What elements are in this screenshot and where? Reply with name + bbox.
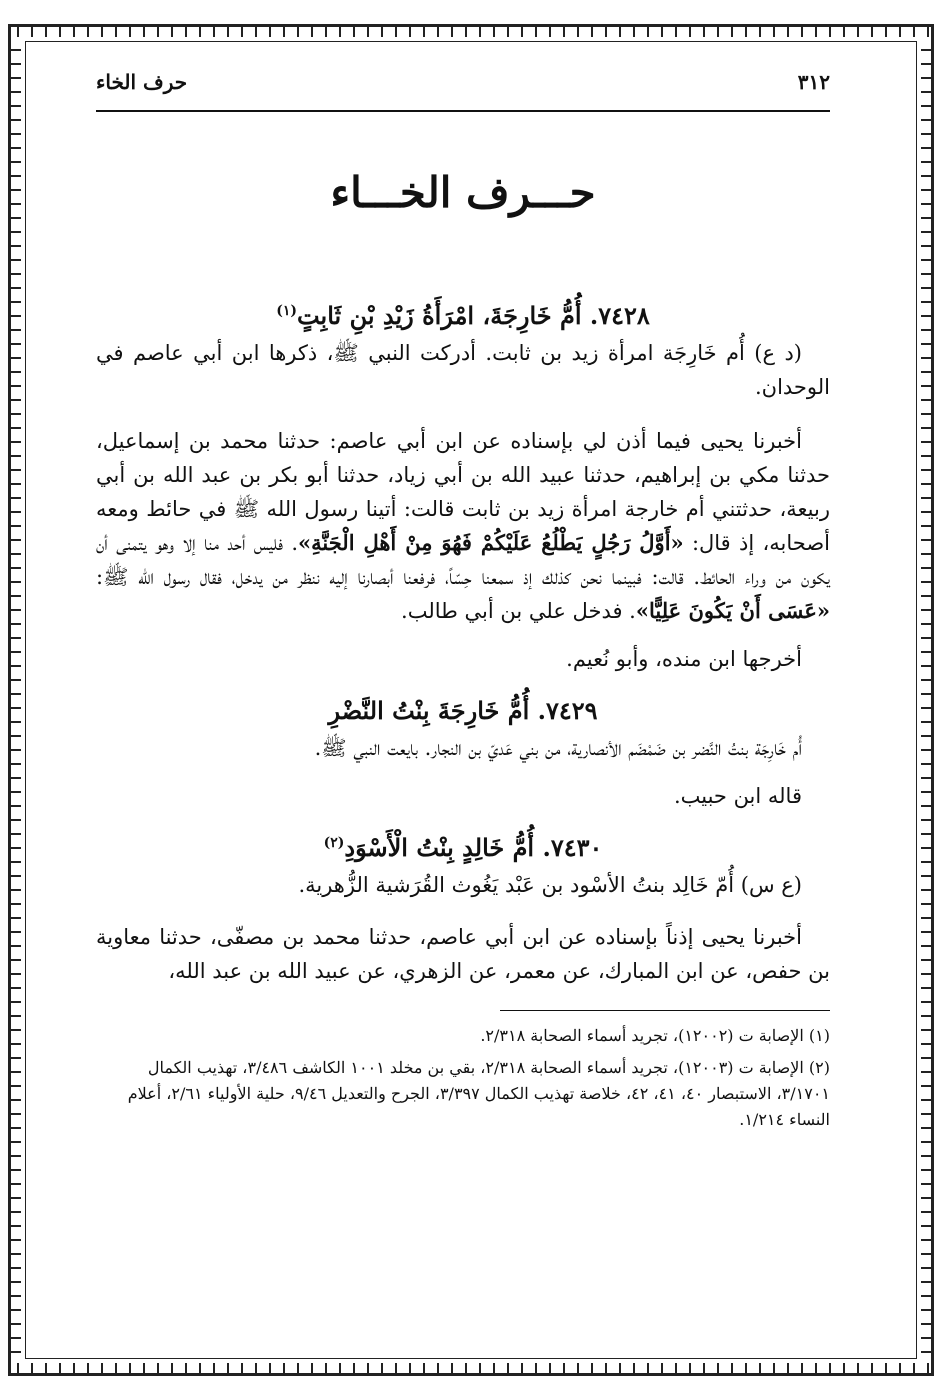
footnote-divider xyxy=(500,1010,830,1011)
entry-7428-source: أخرجها ابن منده، وأبو نُعيم. xyxy=(566,647,802,671)
entry-7429-source: قاله ابن حبيب. xyxy=(673,784,802,808)
footnote-1: (١) الإصابة ت (١٢٠٠٢)، تجريد أسماء الصحابة ٢/٣١٨. xyxy=(480,1026,830,1045)
entry-heading-text: ٧٤٢٨. أُمُّ خَارِجَةَ، امْرَأَةُ زَيْدِ بْنِ ثَابِتٍ xyxy=(296,301,650,330)
entry-7428-hadith xyxy=(96,424,830,628)
footnote-ref: (٢) xyxy=(323,835,345,851)
hadith-text-a: أخبرنا يحيى فيما أذن لي بإسناده عن ابن أبي عاصم: حدثنا محمد بن إسماعيل، حدثنا مكي بن إبراهيم، حدثنا عبيد الله بن أبي زياد، حدثنا أبو بكر بن عبد الله بن أبي ربيعة، حدثتني أم خارجة امرأة زيد بن ثابت قالت: أتينا رسول الله ﷺ في حائط ومعه أصحابه، إذ قال: xyxy=(96,429,831,555)
entry-heading-7428 xyxy=(96,301,830,330)
entry-heading-7430 xyxy=(96,833,830,862)
page-content xyxy=(96,70,830,1350)
hadith-text-b: . فليس أحد منا إلا وهو يتمنى أن يكون من وراء الحائط. قالت: فبينما نحن كذلك إذ سمعنا حِسّاً، فرفعنا أبصارنا إليه ننظر من يدخل، فقال رسول الله ﷺ: xyxy=(96,531,830,589)
running-chapter-title: حرف الخاء xyxy=(96,70,188,94)
entry-7428-intro: (د ع) أُم خَارِجَة امرأة زيد بن ثابت. أدركت النبي ﷺ، ذكرها ابن أبي عاصم في الوحدان. xyxy=(96,341,830,399)
hadith-text-c: . فدخل علي بن أبي طالب. xyxy=(401,599,636,623)
hadith-quote-1: «أَوَّلُ رَجُلٍ يَطْلُعُ عَلَيْكُمْ فَهُوَ مِنْ أَهْلِ الْجَنَّةِ» xyxy=(298,530,684,555)
footnote-ref: (١) xyxy=(276,303,297,319)
page-number: ٣١٢ xyxy=(797,70,830,94)
entry-7429-intro: أُم خَارِجَة بنتُ النَّضر بن ضَمْضَم الأنصارية، من بني عَديّ بن النجار. بايعت النبي ﷺ. xyxy=(314,736,802,760)
entry-7430-hadith: أخبرنا يحيى إذناً بإسناده عن ابن أبي عاصم، حدثنا محمد بن مصفّى، حدثنا معاوية بن حفص، عن ابن المبارك، عن معمر، عن الزهري، عن عبيد الله بن عبد الله، xyxy=(96,925,830,983)
entry-heading-text: ٧٤٣٠. أُمُّ خَالِدٍ بِنْتُ الْأَسْوَدِ xyxy=(344,833,603,862)
chapter-title: حـــرف الخـــاء xyxy=(330,168,596,217)
footnote-2: (٢) الإصابة ت (١٢٠٠٣)، تجريد أسماء الصحابة ٢/٣١٨، بقي بن مخلد ١٠٠١ الكاشف ٣/٤٨٦، تهذيب الكمال ٣/١٧٠١، الاستبصار ٤٠، ٤١، ٤٢، خلاصة تهذيب الكمال ٣/٣٩٧، الجرح والتعديل ٩/٤٦، حلية الأولياء ٢/٦١، أعلام النساء ١/٢١٤. xyxy=(127,1058,830,1129)
entry-7430-intro: (ع س) أُمّ خَالِد بنتُ الأسْود بن عَبْد يَغُوث القُرَشية الزُّهرية. xyxy=(298,873,802,897)
entry-heading-7429: ٧٤٢٩. أُمُّ خَارِجَةَ بِنْتُ النَّضْرِ xyxy=(328,696,598,725)
hadith-quote-2: «عَسَى أَنْ يَكُونَ عَلِيًّا» xyxy=(635,598,830,623)
running-header xyxy=(96,70,830,112)
footnotes xyxy=(96,1023,830,1133)
